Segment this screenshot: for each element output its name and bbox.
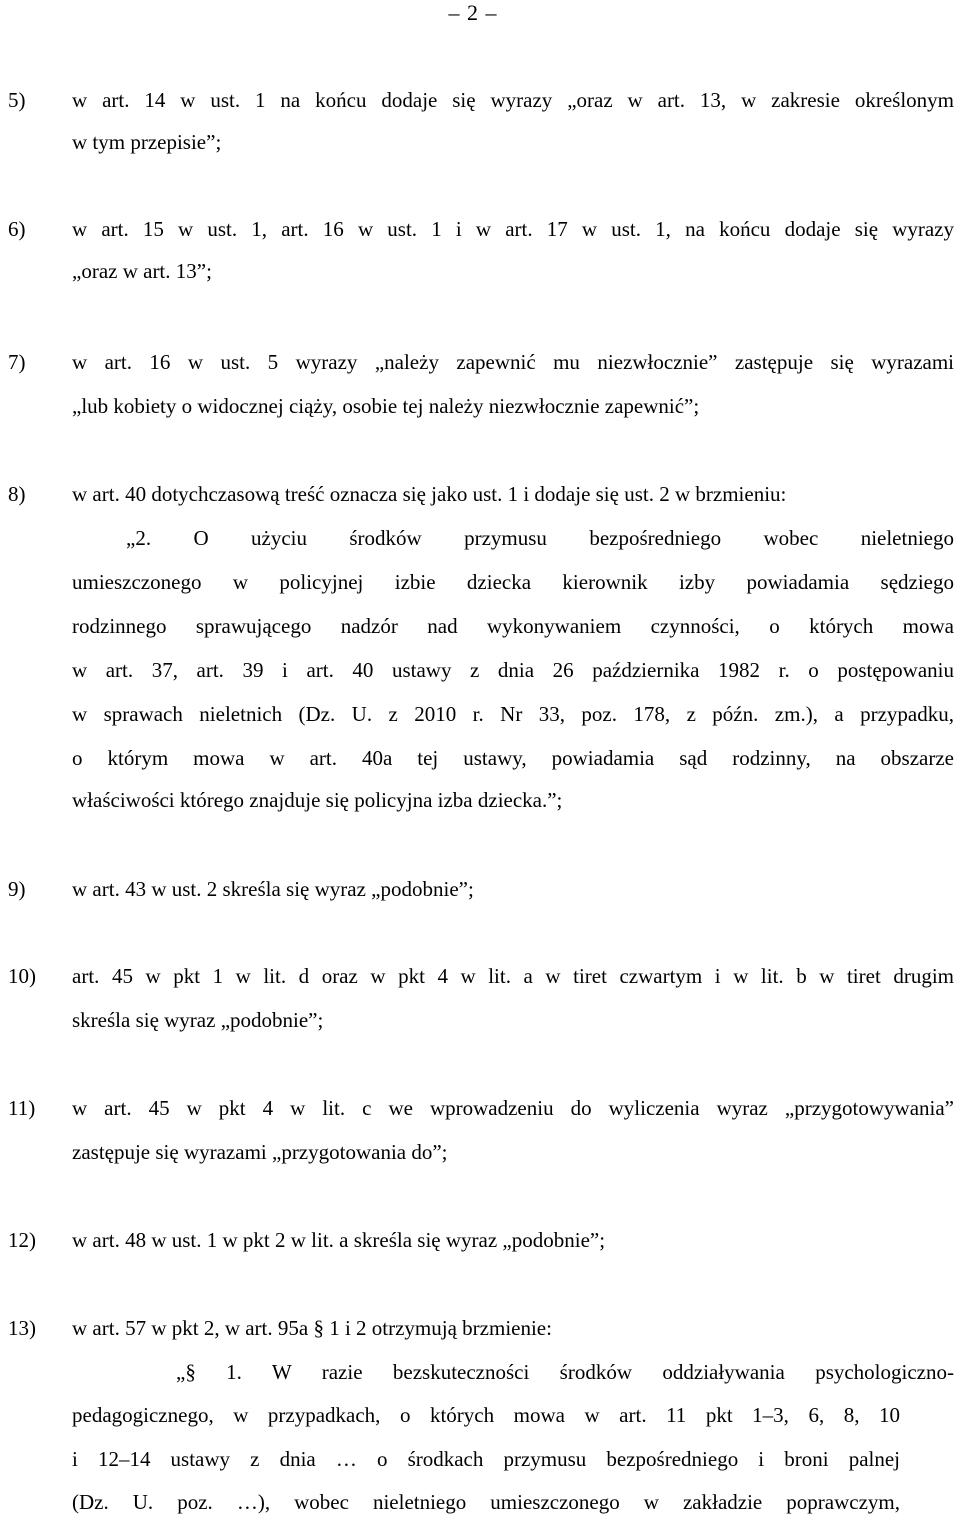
quote-line: „2. O użyciu środków przymusu bezpośredniego wobec nieletniego <box>126 526 954 550</box>
item-text-line: art. 45 w pkt 1 w lit. d oraz w pkt 4 w lit. a w tiret czwartym i w lit. b w tiret drugim <box>72 964 954 988</box>
quote-line: o którym mowa w art. 40a tej ustawy, powiadamia sąd rodzinny, na obszarze <box>72 746 954 770</box>
item-number: 7) <box>8 350 26 374</box>
quote-line: „§ 1. W razie bezskuteczności środków oddziaływania psychologiczno- <box>176 1360 954 1384</box>
item-text-line: „oraz w art. 13”; <box>72 259 212 283</box>
item-text-line: w art. 14 w ust. 1 na końcu dodaje się wyrazy „oraz w art. 13, w zakresie określonym <box>72 88 954 112</box>
item-number: 12) <box>8 1228 36 1252</box>
quote-line: umieszczonego w policyjnej izbie dziecka kierownik izby powiadamia sędziego <box>72 570 954 594</box>
quote-line: i 12–14 ustawy z dnia … o środkach przymusu bezpośredniego i broni palnej <box>72 1447 900 1471</box>
item-number: 9) <box>8 877 26 901</box>
quote-line: (Dz. U. poz. …), wobec nieletniego umieszczonego w zakładzie poprawczym, <box>72 1490 900 1514</box>
item-text-line: w art. 45 w pkt 4 w lit. c we wprowadzeniu do wyliczenia wyraz „przygotowywania” <box>72 1096 954 1120</box>
item-number: 6) <box>8 217 26 241</box>
item-text-line: w art. 57 w pkt 2, w art. 95a § 1 i 2 otrzymują brzmienie: <box>72 1316 552 1340</box>
quote-line: rodzinnego sprawującego nadzór nad wykonywaniem czynności, o których mowa <box>72 614 954 638</box>
page-number: – 2 – <box>448 0 498 25</box>
quote-line: w sprawach nieletnich (Dz. U. z 2010 r. Nr 33, poz. 178, z późn. zm.), a przypadku, <box>72 702 954 726</box>
item-number: 8) <box>8 482 26 506</box>
item-text-line: zastępuje się wyrazami „przygotowania do”; <box>72 1140 448 1164</box>
item-text-line: w art. 43 w ust. 2 skreśla się wyraz „podobnie”; <box>72 877 474 901</box>
item-text-line: w tym przepisie”; <box>72 130 222 154</box>
item-text-line: w art. 40 dotychczasową treść oznacza się jako ust. 1 i dodaje się ust. 2 w brzmieniu: <box>72 482 787 506</box>
item-text-line: skreśla się wyraz „podobnie”; <box>72 1008 324 1032</box>
quote-line: w art. 37, art. 39 i art. 40 ustawy z dnia 26 października 1982 r. o postępowaniu <box>72 658 954 682</box>
item-number: 11) <box>8 1096 36 1120</box>
quote-line: właściwości którego znajduje się policyjna izba dziecka.”; <box>72 788 563 812</box>
item-number: 10) <box>8 964 36 988</box>
item-number: 5) <box>8 88 26 112</box>
item-text-line: „lub kobiety o widocznej ciąży, osobie tej należy niezwłocznie zapewnić”; <box>72 394 700 418</box>
quote-line: pedagogicznego, w przypadkach, o których mowa w art. 11 pkt 1–3, 6, 8, 10 <box>72 1403 900 1427</box>
item-text-line: w art. 48 w ust. 1 w pkt 2 w lit. a skreśla się wyraz „podobnie”; <box>72 1228 606 1252</box>
item-text-line: w art. 15 w ust. 1, art. 16 w ust. 1 i w art. 17 w ust. 1, na końcu dodaje się wyrazy <box>72 217 954 241</box>
item-text-line: w art. 16 w ust. 5 wyrazy „należy zapewnić mu niezwłocznie” zastępuje się wyrazami <box>72 350 954 374</box>
item-number: 13) <box>8 1316 36 1340</box>
